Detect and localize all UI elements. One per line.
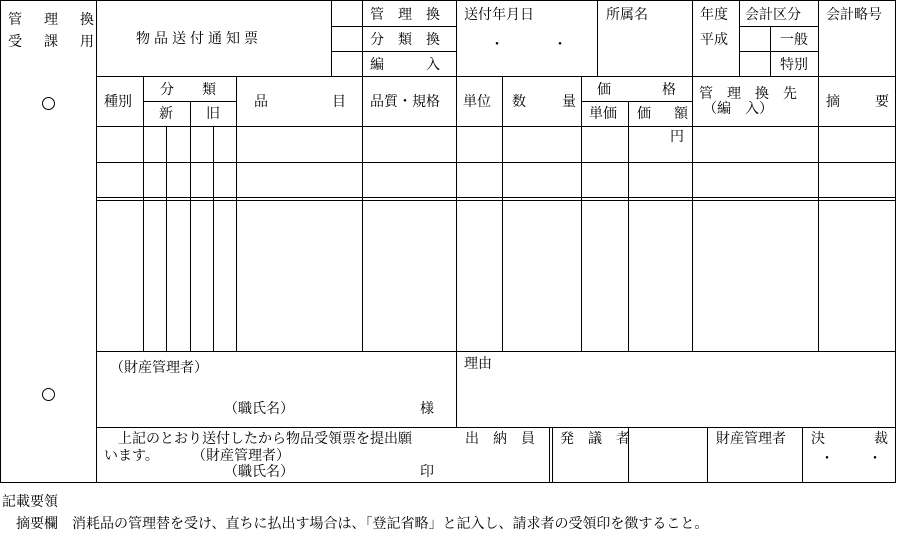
col-price-2: 格 xyxy=(662,82,676,98)
department-label: 所属名 xyxy=(606,7,648,23)
col-old: 旧 xyxy=(206,106,220,122)
proposer-label: 発 議 者 xyxy=(560,431,630,447)
account-general: 一般 xyxy=(780,32,808,48)
form-title: 物品送付通知票 xyxy=(136,31,262,47)
footer-manager-label: （財産管理者） xyxy=(192,448,290,464)
account-special: 特別 xyxy=(780,57,808,73)
col-item: 品 xyxy=(254,94,268,110)
category-option-incorporate: 編 入 xyxy=(370,57,440,73)
col-item-suffix: 目 xyxy=(332,94,346,110)
col-transfer-note: （編 入） xyxy=(703,101,773,117)
col-remarks-1: 摘 xyxy=(826,94,840,110)
account-type-label: 会計区分 xyxy=(745,7,801,23)
col-remarks-2: 要 xyxy=(875,94,889,110)
approval-dot-2: ・ xyxy=(868,451,882,467)
col-unit: 単位 xyxy=(463,94,491,110)
date-separator-1: ・ xyxy=(490,37,504,53)
circle-marker-bottom xyxy=(42,388,55,401)
col-quality-spec: 品質・規格 xyxy=(370,94,440,110)
col-unit-price: 単価 xyxy=(589,106,617,122)
manager-honorific: 様 xyxy=(420,401,434,417)
footer-name-label: （職氏名） xyxy=(224,464,294,480)
statement-line1: 上記のとおり送付したから物品受領票を提出願 xyxy=(118,431,412,447)
notes-heading: 記載要領 xyxy=(2,494,58,510)
manager-title: （財産管理者） xyxy=(110,360,208,376)
form-border xyxy=(1,1,896,483)
send-date-label: 送付年月日 xyxy=(464,7,534,23)
notes-body: 摘要欄 消耗品の管理替を受け、直ちに払出す場合は、「登記省略」と記入し、請求者の受領印を徴すること。 xyxy=(16,516,709,532)
category-option-reclassify: 分 類 換 xyxy=(370,32,440,48)
category-option-transfer: 管 理 換 xyxy=(370,7,440,23)
col-new: 新 xyxy=(159,106,173,122)
cashier-label: 出 納 員 xyxy=(465,431,535,447)
statement-line2: います。 xyxy=(104,448,159,464)
account-code-label: 会計略号 xyxy=(826,7,882,23)
manager-name-label: （職氏名） xyxy=(224,401,294,417)
approval-dot-1: ・ xyxy=(820,451,834,467)
col-quantity-2: 量 xyxy=(562,94,576,110)
date-separator-2: ・ xyxy=(553,37,567,53)
reason-label: 理由 xyxy=(464,356,492,372)
circle-marker-top xyxy=(42,97,55,110)
col-price-1: 価 xyxy=(597,82,611,98)
col-quantity-1: 数 xyxy=(512,94,526,110)
currency-unit: 円 xyxy=(670,129,684,145)
property-manager-label: 財産管理者 xyxy=(716,431,786,447)
left-column-line1: 管 理 換 xyxy=(8,12,98,28)
col-amount-2: 額 xyxy=(674,106,688,122)
col-kind: 種別 xyxy=(104,94,132,110)
seal-mark: 印 xyxy=(420,464,434,480)
col-amount-1: 価 xyxy=(637,106,651,122)
era-name: 平成 xyxy=(700,32,728,48)
left-column-line2: 受 課 用 xyxy=(8,34,98,50)
approval-label-1: 決 xyxy=(811,431,825,447)
fiscal-year-label: 年度 xyxy=(700,7,728,23)
approval-label-2: 裁 xyxy=(874,431,888,447)
col-classification: 分 類 xyxy=(160,82,216,98)
col-transfer-dest: 管 理 換 先 xyxy=(699,86,797,102)
